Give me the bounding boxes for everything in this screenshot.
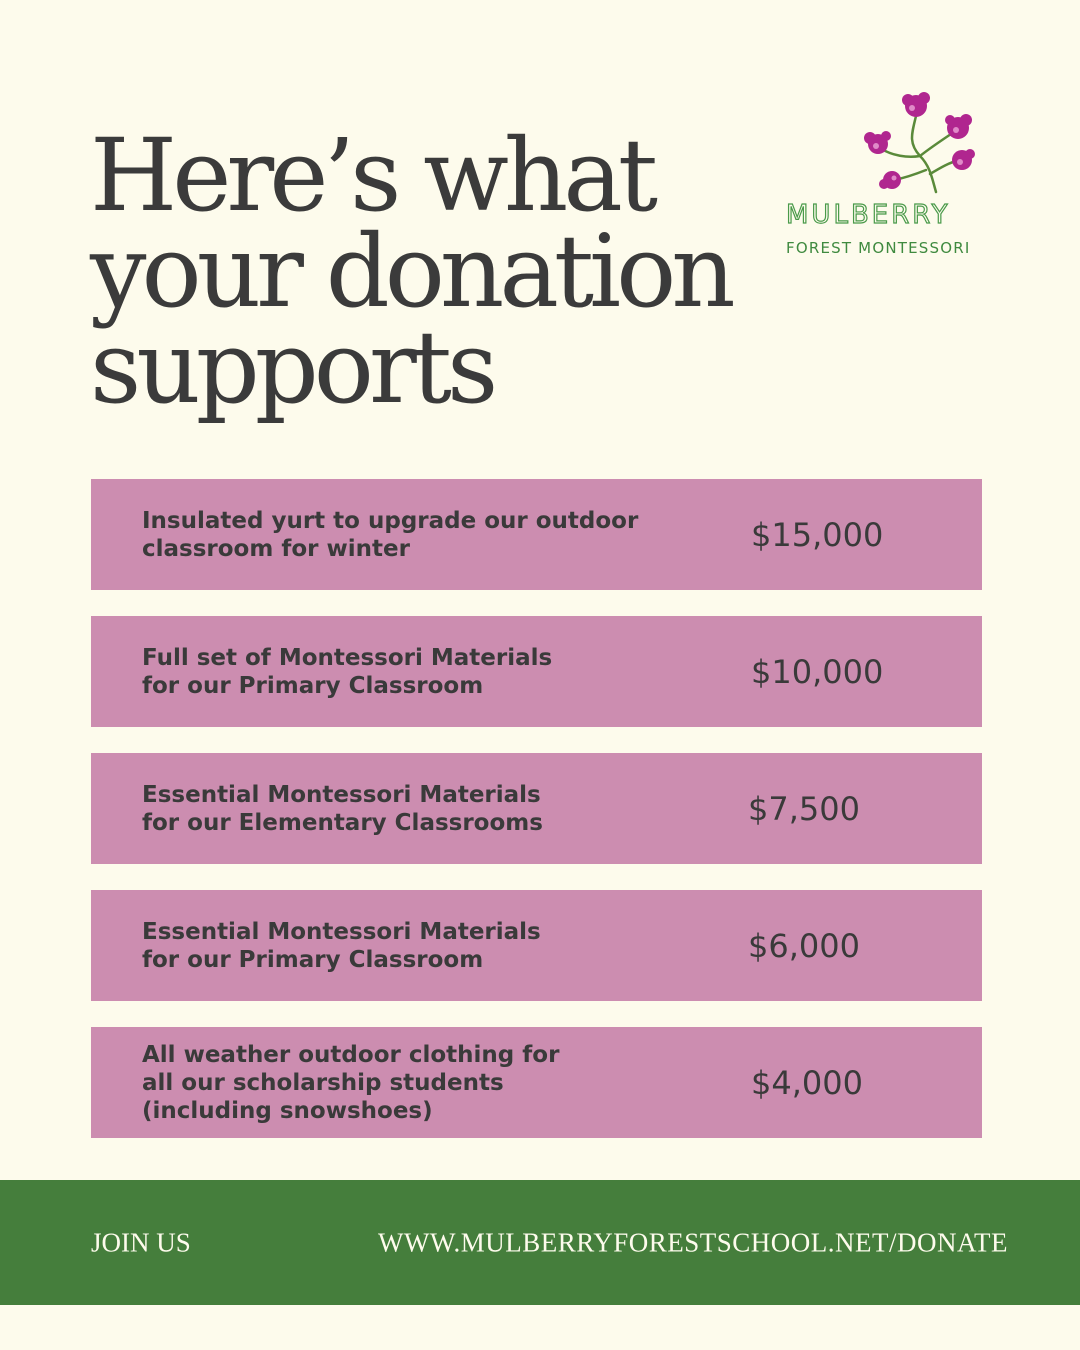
logo	[780, 88, 980, 258]
item-description: Full set of Montessori Materials for our Primary Classroom	[142, 644, 553, 699]
title-line: Here’s what	[90, 117, 654, 234]
donation-list	[91, 479, 982, 1164]
title-line: supports	[90, 309, 494, 426]
title-line: your donation	[90, 213, 731, 330]
list-item	[91, 616, 982, 727]
item-amount: $7,500	[748, 789, 860, 828]
logo-wordmark: MULBERRY	[786, 200, 951, 230]
footer-banner	[0, 1180, 1080, 1305]
list-item	[91, 1027, 982, 1138]
item-description: Essential Montessori Materials for our Elementary Classrooms	[142, 781, 543, 836]
flower-icon	[850, 88, 980, 196]
item-amount: $6,000	[748, 926, 860, 965]
page-title	[90, 117, 770, 426]
join-us-label: JOIN US	[91, 1227, 191, 1257]
item-description: Essential Montessori Materials for our Primary Classroom	[142, 918, 541, 973]
list-item	[91, 479, 982, 590]
item-amount: $10,000	[751, 652, 884, 691]
list-item	[91, 890, 982, 1001]
logo-subtitle: FOREST MONTESSORI	[786, 239, 971, 257]
item-description: Insulated yurt to upgrade our outdoor classroom for winter	[142, 507, 639, 562]
list-item	[91, 753, 982, 864]
donate-url-link[interactable]: WWW.MULBERRYFORESTSCHOOL.NET/DONATE	[377, 1227, 1008, 1257]
item-description: All weather outdoor clothing for all our scholarship students (including snowshoes)	[142, 1041, 560, 1124]
item-amount: $4,000	[751, 1063, 863, 1102]
item-amount: $15,000	[751, 515, 884, 554]
